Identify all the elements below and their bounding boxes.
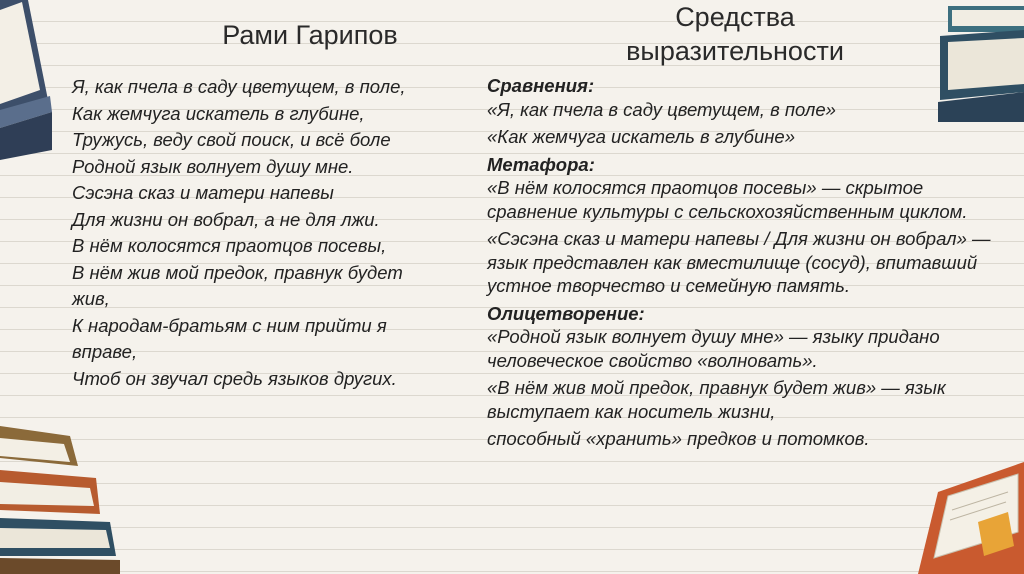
poem-line: К народам-братьям с ним прийти я — [72, 314, 387, 336]
personification-item: способный «хранить» предков и потомков. — [487, 428, 870, 449]
metaphor-heading: Метафора: — [487, 153, 595, 175]
personification-item: «В нём жив мой предок, правнук будет жив» — язык выступает как носитель жизни, — [487, 377, 946, 422]
poem-line: Родной язык волнует душу мне. — [72, 155, 354, 177]
poem-line: жив, — [72, 288, 110, 309]
poem-line: Я, как пчела в саду цветущем, в поле, — [72, 76, 406, 97]
means-title: Средства выразительности — [626, 2, 844, 66]
poem-line: вправе, — [72, 341, 138, 362]
poem-line: Для жизни он вобрал, а не для лжи. — [72, 208, 380, 230]
poem-line: Тружусь, веду свой поиск, и всё боле — [72, 129, 391, 150]
poem-line: В нём жив мой предок, правнук будет — [72, 261, 403, 283]
books-stack-top-left — [0, 0, 60, 160]
comparison-item: «Я, как пчела в саду цветущем, в поле» — [487, 98, 836, 120]
means-list — [487, 74, 1007, 455]
metaphor-item: «В нём колосятся праотцов посевы» — скрытое сравнение культуры с сельскохозяйственным циклом. — [487, 177, 968, 222]
open-book-bottom-right — [918, 462, 1024, 574]
comparison-heading: Сравнения: — [487, 75, 595, 96]
poem-title: Рами Гарипов — [222, 20, 398, 50]
poem-line: Чтоб он звучал средь языков других. — [72, 367, 397, 389]
personification-heading: Олицетворение: — [487, 302, 645, 324]
metaphor-item: «Сэсэна сказ и матери напевы / Для жизни он вобрал» — язык представлен как вместилище (сосуд), впитавший устное творчество и семейную память. — [487, 228, 991, 296]
poem-text — [72, 74, 472, 392]
poem-line: Как жемчуга искатель в глубине, — [72, 102, 365, 124]
poem-line: Сэсэна сказ и матери напевы — [72, 182, 334, 203]
books-stack-bottom-left — [0, 418, 120, 574]
personification-item: «Родной язык волнует душу мне» — языку придано человеческое свойство «волновать». — [487, 326, 940, 371]
poem-line: В нём колосятся праотцов посевы, — [72, 235, 387, 256]
comparison-item: «Как жемчуга искатель в глубине» — [487, 126, 796, 147]
